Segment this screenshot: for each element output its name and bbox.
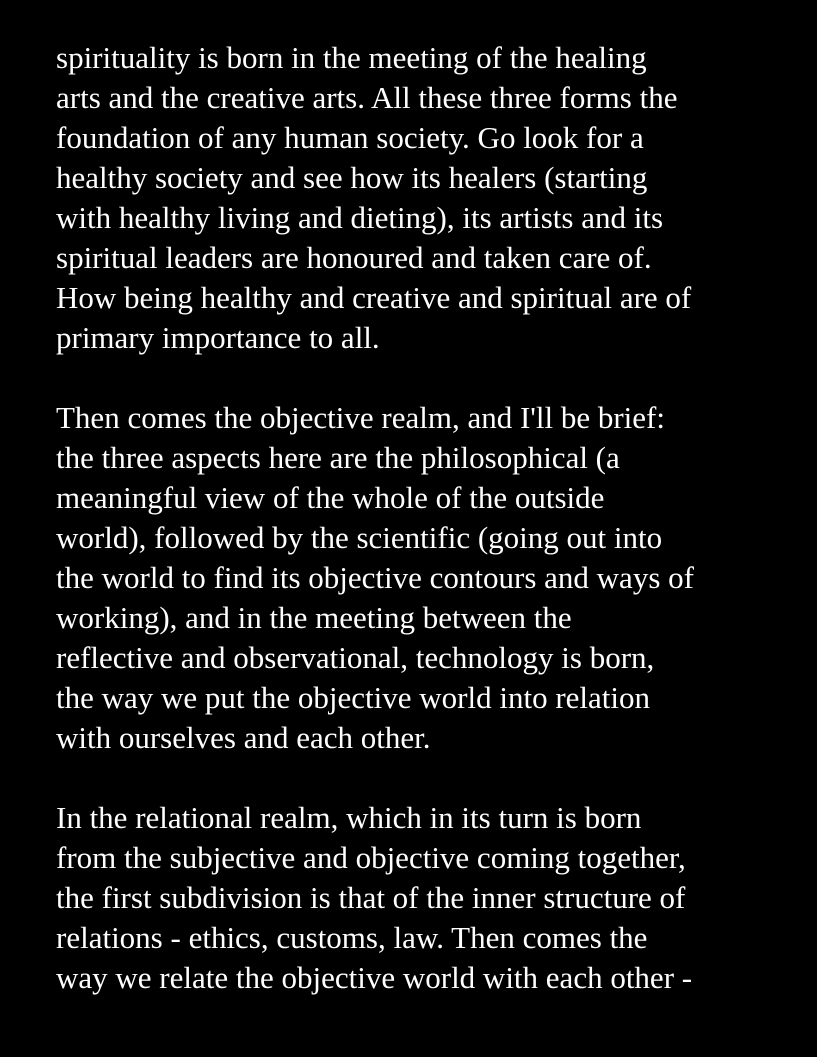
text-line: world), followed by the scientific (going out into bbox=[56, 520, 663, 555]
text-line: Then comes the objective realm, and I'll be brief: bbox=[56, 400, 665, 435]
text-line: meaningful view of the whole of the outside bbox=[56, 480, 605, 515]
text-line: the world to find its objective contours and ways of bbox=[56, 560, 694, 595]
text-line: relations - ethics, customs, law. Then comes the bbox=[56, 920, 648, 955]
text-line: healthy society and see how its healers (starting bbox=[56, 160, 648, 195]
text-line: from the subjective and objective coming together, bbox=[56, 840, 686, 875]
text-line: way we relate the objective world with each other - bbox=[56, 960, 693, 995]
text-line: with healthy living and dieting), its artists and its bbox=[56, 200, 664, 235]
text-line: arts and the creative arts. All these three forms the bbox=[56, 80, 678, 115]
document-page bbox=[56, 38, 796, 998]
paragraph-spacer bbox=[56, 358, 796, 398]
text-line: the first subdivision is that of the inner structure of bbox=[56, 880, 686, 915]
text-line: with ourselves and each other. bbox=[56, 720, 431, 755]
paragraph-objective-realm bbox=[56, 398, 796, 758]
text-line: How being healthy and creative and spiritual are of bbox=[56, 280, 692, 315]
text-line: reflective and observational, technology is born, bbox=[56, 640, 655, 675]
text-line: foundation of any human society. Go look for a bbox=[56, 120, 644, 155]
paragraph-relational-realm bbox=[56, 798, 796, 998]
text-line: working), and in the meeting between the bbox=[56, 600, 572, 635]
text-line: primary importance to all. bbox=[56, 320, 380, 355]
paragraph-spacer bbox=[56, 758, 796, 798]
text-line: spirituality is born in the meeting of the healing bbox=[56, 40, 647, 75]
text-line: In the relational realm, which in its turn is born bbox=[56, 800, 642, 835]
text-line: spiritual leaders are honoured and taken care of. bbox=[56, 240, 652, 275]
text-line: the way we put the objective world into relation bbox=[56, 680, 650, 715]
paragraph-subjective-realm bbox=[56, 38, 796, 358]
text-line: the three aspects here are the philosophical (a bbox=[56, 440, 620, 475]
